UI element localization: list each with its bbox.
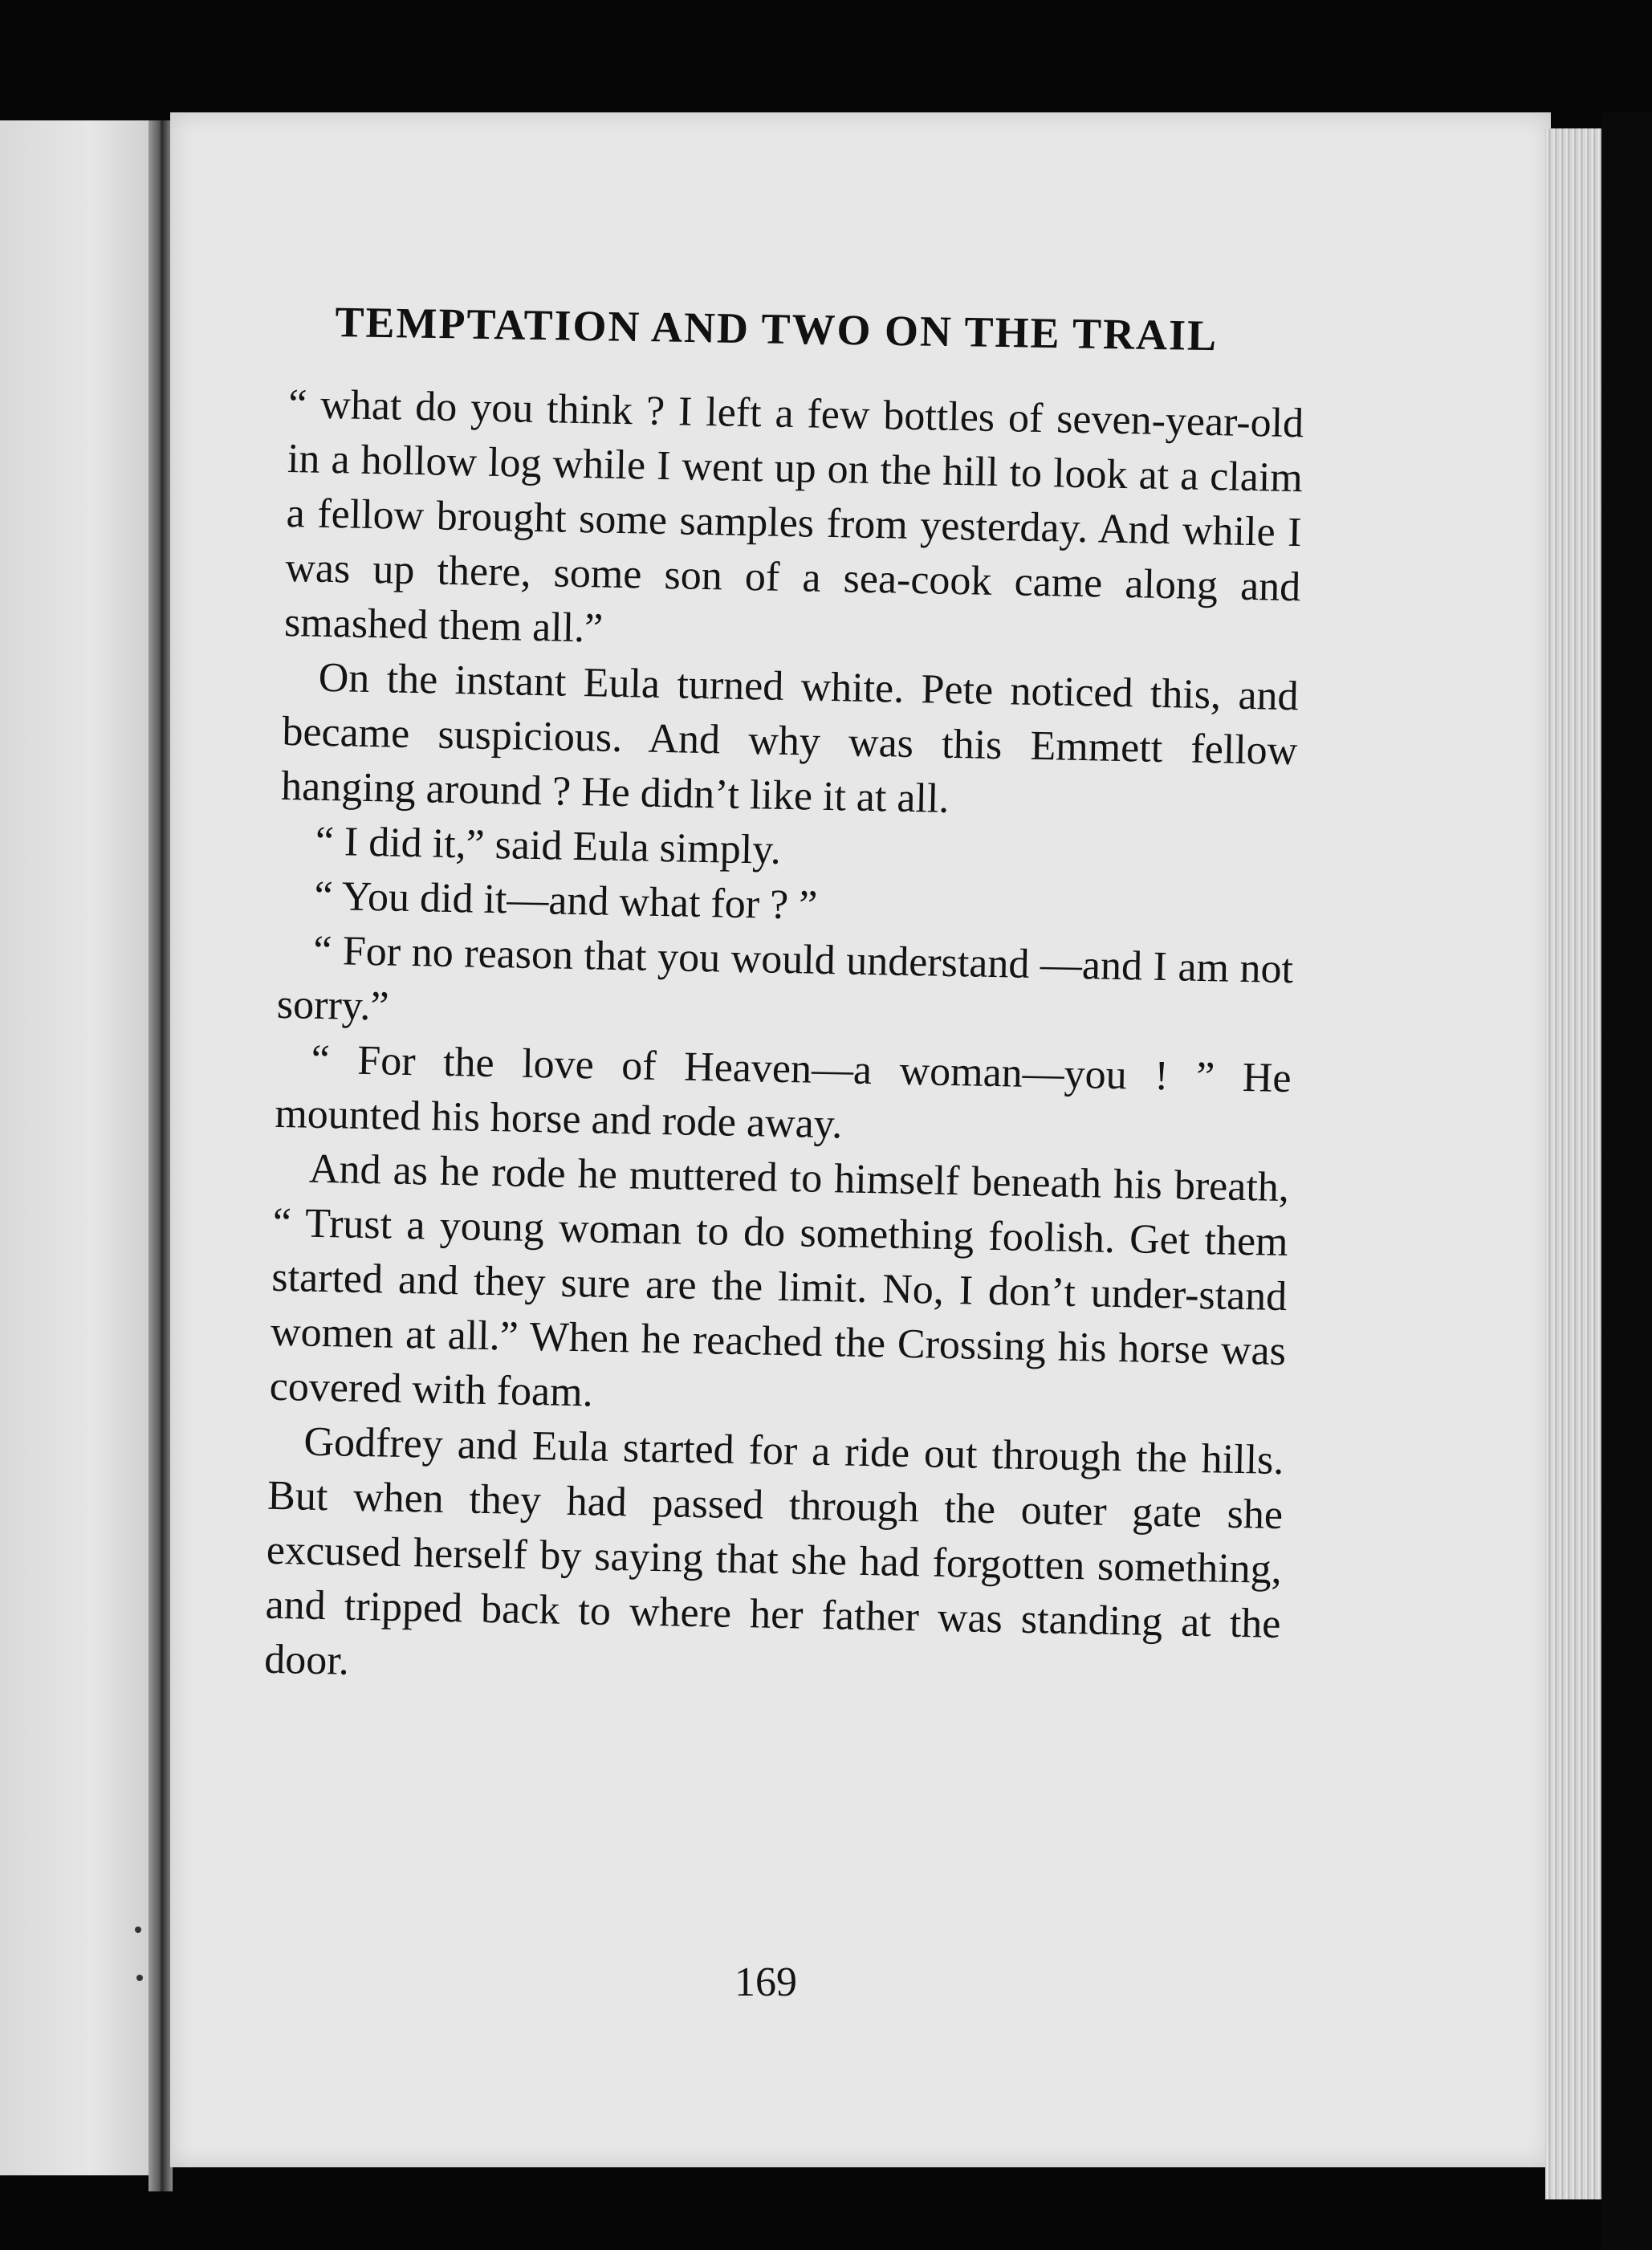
dust-speck: [136, 1975, 143, 1981]
book-gutter: [149, 120, 173, 2191]
page-number: 169: [734, 1959, 797, 2005]
paragraph: “ For no reason that you would understand —and I am not sorry.”: [276, 927, 1294, 1030]
facing-page: [0, 120, 153, 2175]
paragraph: “ You did it—and what for ? ”: [314, 873, 818, 929]
paragraph: “ For the love of Heaven—a woman—you ! ” He mounted his horse and rode away.: [274, 1036, 1292, 1148]
paragraph: “ I did it,” said Eula simply.: [315, 818, 782, 873]
paragraph: Godfrey and Eula started for a ride out through the hills. But when they had passed through the outer gate she excused herself by saying that she had forgotten something, and tripped back to where her father was standing at the door.: [263, 1418, 1284, 1684]
paragraph: “ what do you think ? I left a few bottles of seven-year-old in a hollow log while I went up on the hill to look at a claim a fellow brought some samples from yesterday. And while I was up there, some son of a sea-cook came along and smashed them all.”: [283, 380, 1304, 652]
paragraph: And as he rode he muttered to himself beneath his breath, “ Trust a young woman to do something foolish. Get them started and they sure are the limit. No, I don’t under-stand women at all.” When he reached the Crossing his horse was covered with foam.: [269, 1145, 1290, 1416]
page-edges: [1545, 128, 1605, 2199]
running-head: TEMPTATION AND TWO ON THE TRAIL: [335, 297, 1219, 360]
background-edge: [1601, 112, 1652, 2250]
dust-speck: [135, 1927, 141, 1933]
paragraph: On the instant Eula turned white. Pete noticed this, and became suspicious. And why was this Emmett fellow hanging around ? He didn’t like it at all.: [280, 654, 1300, 822]
body-text: [264, 377, 1304, 1707]
